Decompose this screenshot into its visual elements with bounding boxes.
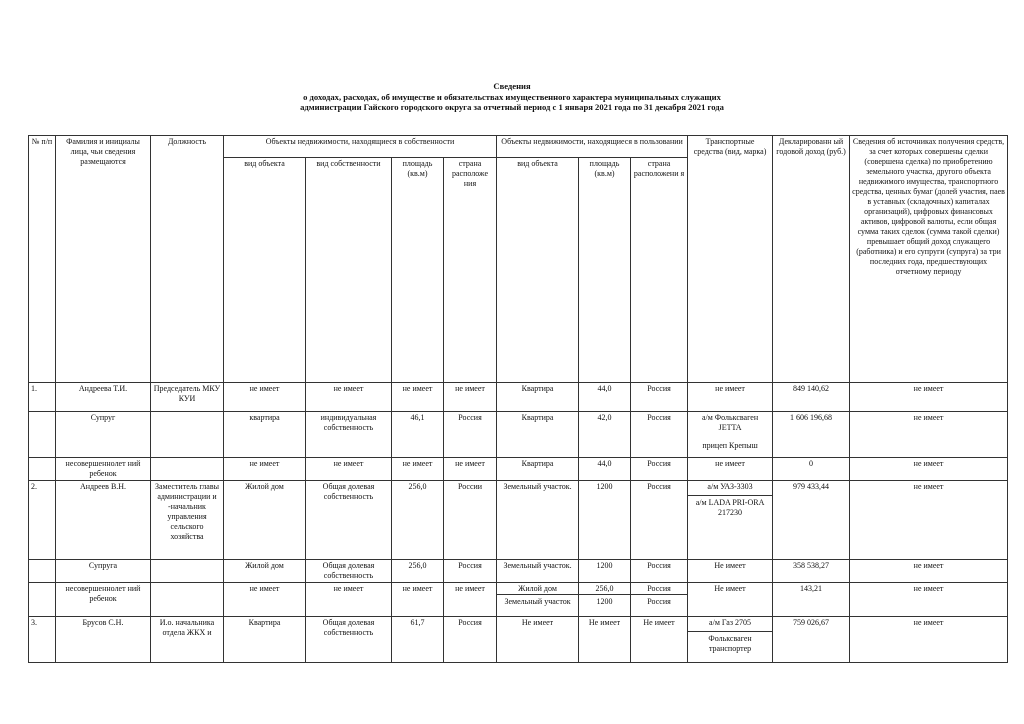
header-owned-type: вид объекта [224, 158, 306, 383]
row-used-type: Квартира [497, 412, 579, 458]
used-item: 256,0 [595, 584, 614, 593]
header-row-1 [29, 136, 1008, 158]
row-transport [688, 617, 773, 663]
row-owned-area: не имеет [392, 458, 444, 481]
row-owned-area: не имеет [392, 583, 444, 617]
row-owned-ownership: не имеет [306, 383, 392, 412]
row-owned-ownership: Общая долевая собственность [306, 560, 392, 583]
title-line-1: Сведения [493, 81, 531, 91]
transport-item: прицеп Крепыш [702, 441, 758, 450]
row-position [151, 583, 224, 617]
transport-item: а/м Фольксваген JETTA [701, 413, 759, 432]
title-line-2: о доходах, расходах, об имуществе и обязательствах имущественного характера муниципальных служащих [303, 91, 721, 102]
row-num [29, 583, 56, 617]
header-income: Декларированн ый годовой доход (руб.) [773, 136, 850, 383]
title-line-3: администрации Гайского городского округа за отчетный период с 1 января 2021 года по 31 декабря 2021 года [300, 102, 724, 112]
header-owned-property: Объекты недвижимости, находящиеся в собственности [224, 136, 497, 158]
transport-item: а/м LADA PRI-ORA 217230 [688, 495, 772, 518]
header-owned-ownership: вид собственности [306, 158, 392, 383]
row-used-type: Квартира [497, 383, 579, 412]
document-title [0, 81, 1024, 113]
row-owned-type: не имеет [224, 583, 306, 617]
row-num [29, 412, 56, 458]
row-owned-country: Россия [444, 412, 497, 458]
table-row [29, 383, 1008, 412]
row-sources: не имеет [850, 560, 1008, 583]
row-income: 1 606 196,68 [773, 412, 850, 458]
row-owned-area: 61,7 [392, 617, 444, 663]
row-sources: не имеет [850, 383, 1008, 412]
header-owned-area: площадь (кв.м) [392, 158, 444, 383]
header-position: Должность [151, 136, 224, 383]
table-row [29, 481, 1008, 560]
row-num: 1. [29, 383, 56, 412]
header-sources: Сведения об источниках получения средств, за счет которых совершены сделки (совершена сделка) по приобретению земельного участка, другого объекта недвижимого имущества, транспортного средства, ценных бумаг (долей участия, паев в уставных (складочных) капиталах организаций), цифровых финансовых активов, цифровой валюты, если общая сумма таких сделок (сумма такой сделки) превышает общий доход служащего (работника) и его супруги (супруга) за три последних года, предшествующих отчетному периоду [850, 136, 1008, 383]
row-used-country: Россия [631, 412, 688, 458]
row-owned-country: не имеет [444, 458, 497, 481]
row-owned-area: 256,0 [392, 481, 444, 560]
row-used-type: Не имеет [497, 617, 579, 663]
row-name: Брусов С.Н. [56, 617, 151, 663]
row-name: несовершеннолет ний ребенок [56, 458, 151, 481]
row-sources: не имеет [850, 481, 1008, 560]
row-income: 143,21 [773, 583, 850, 617]
row-transport: не имеет [688, 458, 773, 481]
row-owned-ownership: индивидуальная собственность [306, 412, 392, 458]
row-used-area: 44,0 [579, 458, 631, 481]
row-sources: не имеет [850, 583, 1008, 617]
row-used-area: 1200 [579, 560, 631, 583]
row-used-area [579, 583, 631, 617]
row-owned-country: Россия [444, 617, 497, 663]
row-owned-country: не имеет [444, 383, 497, 412]
row-income: 0 [773, 458, 850, 481]
row-position [151, 412, 224, 458]
used-item: Россия [631, 594, 687, 607]
row-used-area: Не имеет [579, 617, 631, 663]
row-used-country: Россия [631, 458, 688, 481]
row-position: Председатель МКУ КУИ [151, 383, 224, 412]
row-owned-ownership: не имеет [306, 458, 392, 481]
row-transport [688, 412, 773, 458]
row-position: Заместитель главы администрации и -начальник управления сельского хозяйства [151, 481, 224, 560]
row-owned-area: не имеет [392, 383, 444, 412]
header-owned-country: страна расположе ния [444, 158, 497, 383]
header-used-country: страна расположени я [631, 158, 688, 383]
row-income: 358 538,27 [773, 560, 850, 583]
row-income: 979 433,44 [773, 481, 850, 560]
row-used-country: Россия [631, 481, 688, 560]
row-name: Супруга [56, 560, 151, 583]
table-row [29, 560, 1008, 583]
row-owned-country: России [444, 481, 497, 560]
used-item: Земельный участок [497, 594, 578, 607]
row-owned-type: не имеет [224, 458, 306, 481]
row-num: 2. [29, 481, 56, 560]
row-position [151, 458, 224, 481]
row-used-area: 42,0 [579, 412, 631, 458]
header-used-type: вид объекта [497, 158, 579, 383]
header-name: Фамилия и инициалы лица, чьи сведения размещаются [56, 136, 151, 383]
row-transport: Не имеет [688, 560, 773, 583]
header-used-area: площадь (кв.м) [579, 158, 631, 383]
row-name: Андреев В.Н. [56, 481, 151, 560]
row-used-country: Не имеет [631, 617, 688, 663]
row-owned-area: 256,0 [392, 560, 444, 583]
row-used-type: Земельный участок. [497, 481, 579, 560]
row-num: 3. [29, 617, 56, 663]
row-sources: не имеет [850, 458, 1008, 481]
row-transport: не имеет [688, 383, 773, 412]
row-owned-area: 46,1 [392, 412, 444, 458]
row-owned-type: Квартира [224, 617, 306, 663]
row-used-type: Квартира [497, 458, 579, 481]
row-used-country: Россия [631, 560, 688, 583]
used-item: Жилой дом [518, 584, 557, 593]
used-item: Россия [647, 584, 671, 593]
row-owned-country: Россия [444, 560, 497, 583]
table-row [29, 458, 1008, 481]
transport-item: Фольксваген транспортер [688, 631, 772, 654]
header-num: № п/п [29, 136, 56, 383]
row-position: И.о. начальника отдела ЖКХ и [151, 617, 224, 663]
row-sources: не имеет [850, 412, 1008, 458]
row-num [29, 458, 56, 481]
row-position [151, 560, 224, 583]
row-transport: Не имеет [688, 583, 773, 617]
row-owned-type: квартира [224, 412, 306, 458]
used-item: 1200 [579, 594, 630, 607]
row-owned-ownership: Общая долевая собственность [306, 617, 392, 663]
row-sources: не имеет [850, 617, 1008, 663]
transport-item: а/м УАЗ-3303 [707, 482, 753, 491]
row-used-area: 1200 [579, 481, 631, 560]
header-transport: Транспортные средства (вид, марка) [688, 136, 773, 383]
table-row [29, 412, 1008, 458]
row-used-area: 44,0 [579, 383, 631, 412]
row-used-country: Россия [631, 383, 688, 412]
header-used-property: Объекты недвижимости, находящиеся в пользовании [497, 136, 688, 158]
row-name: Андреева Т.И. [56, 383, 151, 412]
row-owned-type: Жилой дом [224, 560, 306, 583]
declaration-table [28, 135, 1008, 663]
row-used-country [631, 583, 688, 617]
row-used-type: Земельный участок. [497, 560, 579, 583]
table-row [29, 617, 1008, 663]
row-owned-ownership: не имеет [306, 583, 392, 617]
table-row [29, 583, 1008, 617]
row-name: Супруг [56, 412, 151, 458]
row-owned-type: Жилой дом [224, 481, 306, 560]
row-owned-type: не имеет [224, 383, 306, 412]
row-income: 759 026,67 [773, 617, 850, 663]
row-transport [688, 481, 773, 560]
transport-item: а/м Газ 2705 [709, 618, 752, 627]
row-num [29, 560, 56, 583]
row-owned-ownership: Общая долевая собственность [306, 481, 392, 560]
row-income: 849 140,62 [773, 383, 850, 412]
row-owned-country: не имеет [444, 583, 497, 617]
row-used-type [497, 583, 579, 617]
row-name: несовершеннолет ний ребенок [56, 583, 151, 617]
